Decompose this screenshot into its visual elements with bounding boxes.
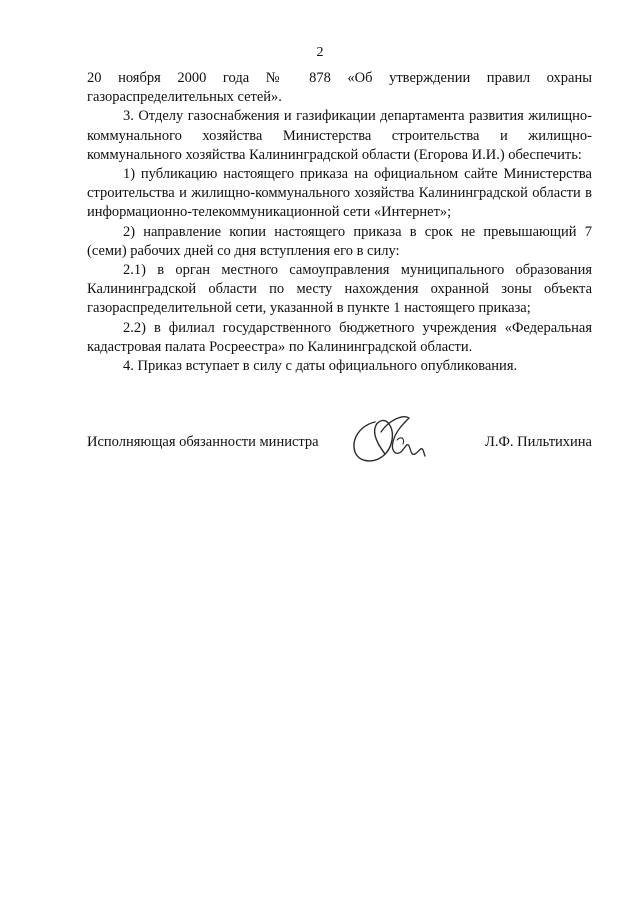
handwritten-signature (345, 410, 435, 468)
signatory-name: Л.Ф. Пильтихина (485, 434, 592, 450)
signatory-title: Исполняющая обязанности министра (87, 434, 319, 450)
signature-block (87, 410, 592, 470)
paragraph-subitem-2-1: 2.1) в орган местного самоуправления муниципального образования Калининградской области по месту нахождения охранной зоны объекта газораспределительной сети, указанной в пункте 1 настоящего приказа; (87, 262, 592, 317)
paragraph-continuation: 20 ноября 2000 года № 878 «Об утверждении правил охраны газораспределительных сетей». (87, 70, 592, 106)
paragraph-item-3: 3. Отделу газоснабжения и газификации департамента развития жилищно-коммунального хозяйства Министерства строительства и жилищно-коммунального хозяйства Калининградской области (Егорова И.И.) обеспечить: (87, 108, 592, 163)
page-number: 2 (316, 45, 324, 60)
paragraph-subitem-2-2: 2.2) в филиал государственного бюджетного учреждения «Федеральная кадастровая палата Росреестра» по Калининградской области. (87, 319, 592, 355)
paragraph-subitem-1: 1) публикацию настоящего приказа на официальном сайте Министерства строительства и жилищно-коммунального хозяйства Калининградской области в информационно-телекоммуникационной сети «Интернет»; (87, 166, 592, 221)
document-body (87, 69, 592, 376)
paragraph-item-4: 4. Приказ вступает в силу с даты официального опубликования. (123, 358, 518, 375)
paragraph-subitem-2: 2) направление копии настоящего приказа в срок не превышающий 7 (семи) рабочих дней со дня вступления его в силу: (87, 223, 592, 259)
